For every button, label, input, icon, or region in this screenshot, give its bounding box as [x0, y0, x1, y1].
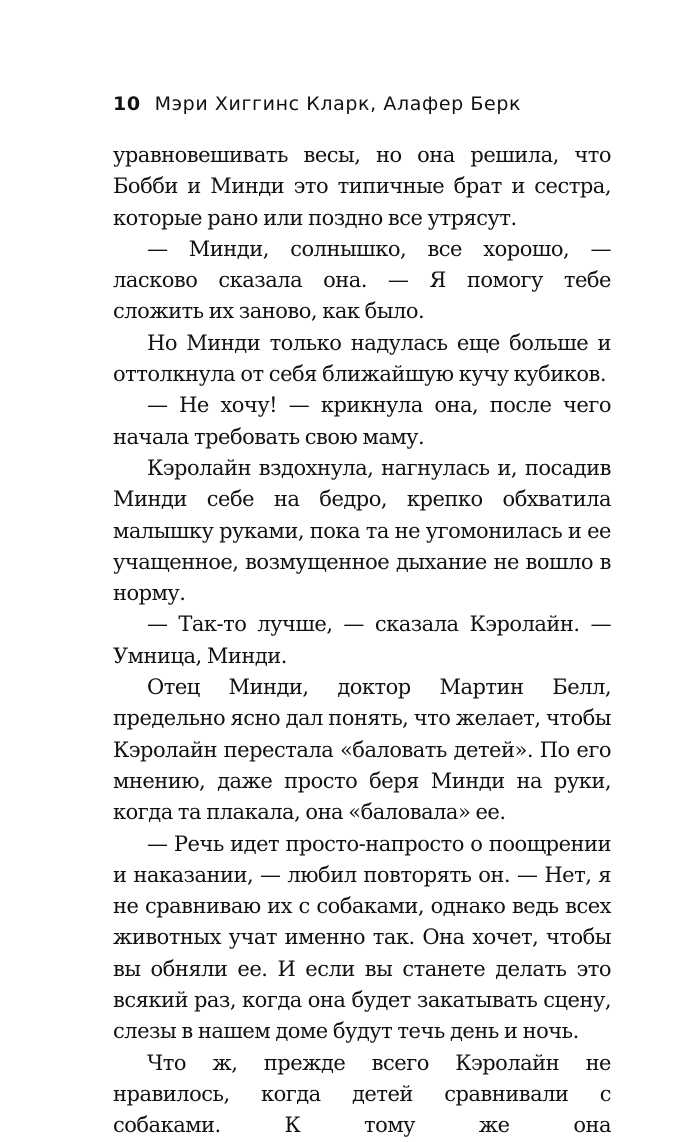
paragraph: — Минди, солнышко, все хорошо, — ласково сказала она. — Я помогу тебе сложить их заново, как было.: [113, 236, 611, 324]
paragraph-continued: уравновешивать весы, но она решила, что Бобби и Минди это типичные брат и сестра, которые рано или поздно все утрясут.: [113, 143, 611, 230]
running-head-authors: Мэри Хиггинс Кларк, Алафер Берк: [154, 93, 522, 115]
body-text: [113, 140, 611, 1142]
paragraph: Отец Минди, доктор Мартин Белл, предельно ясно дал понять, что желает, чтобы Кэролайн перестала «баловать детей». По его мнению, даже просто беря Минди на руки, когда та плакала, она «баловала» ее.: [113, 675, 611, 825]
paragraph-last: Что ж, прежде всего Кэролайн не нравилось, когда детей сравнивали с собаками. К тому же она: [113, 1050, 611, 1138]
paragraph: Но Минди только надулась еще больше и оттолкнула от себя ближайшую кучу кубиков.: [113, 330, 611, 387]
paragraph: — Не хочу! — крикнула она, после чего начала требовать свою маму.: [113, 393, 611, 449]
running-head: [113, 88, 613, 120]
paragraph: — Речь идет просто-напросто о поощрении и наказании, — любил повторять он. — Нет, я не сравниваю их с собаками, однако ведь всех животных учат именно так. Она хочет, чтобы вы обняли ее. И если вы станете делать это всякий раз, когда она будет закатывать сцену, слезы в нашем доме будут течь день и ночь.: [113, 831, 611, 1044]
paragraph: Кэролайн вздохнула, нагнулась и, посадив Минди себе на бедро, крепко обхватила малышку руками, пока та не угомонилась и ее учащенное, возмущенное дыхание не вошло в норму.: [113, 455, 611, 606]
paragraph: — Так-то лучше, — сказала Кэролайн. — Умница, Минди.: [113, 612, 611, 668]
page-number: 10: [113, 93, 141, 115]
